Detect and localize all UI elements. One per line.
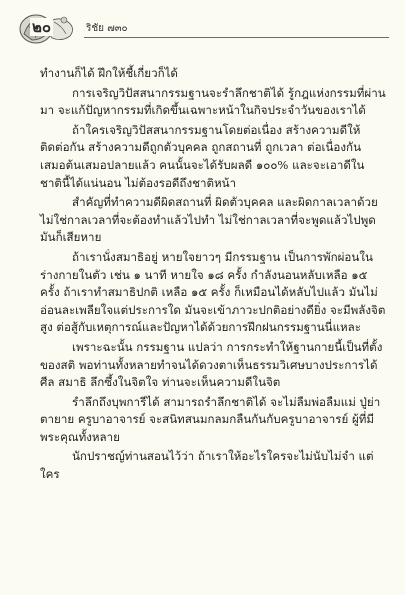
- running-title: ริชัย ๗๓๐: [86, 23, 128, 34]
- header-divider: [84, 37, 389, 38]
- page-header: [0, 0, 405, 52]
- page-number: ๒๐: [32, 18, 52, 36]
- paragraph: เพราะฉะนั้น กรรมฐาน แปลว่า การกระทำให้ฐานกายนี้เป็นที่ตั้งของสติ พอท่านทั้งหลายทำจนได้ดวงตาเห็นธรรมวิเศษบางประการได้ศีล สมาธิ ลึกซึ้งในจิตใจ ท่านจะเห็นความดีในจิต: [40, 339, 383, 390]
- paragraph: นักปราชญ์ท่านสอนไว้ว่า ถ้าเราให้อะไรใครจะไม่นับไม่จำ แต่ใคร: [40, 449, 374, 482]
- paragraph: ทำงานก็ได้ ฝึกให้ชี้เกี่ยวก็ได้: [40, 66, 178, 80]
- paragraph: การเจริญวิปัสสนากรรมฐานจะรำลึกชาติได้ รู้กฎแห่งกรรมที่ผ่านมา จะแก้ปัญหากรรมที่เกิดขึ้นเฉพาะหน้าในกิจประจำวันของเราได้: [40, 85, 386, 118]
- paragraph: รำลึกถึงบุพการีได้ สามารถรำลึกชาติได้ จะไม่ลืมพ่อลืมแม่ ปู่ย่าตายาย ครูบาอาจารย์ จะสนิทสนมกลมกลืนกันกับครูบาอาจารย์ ผู้ที่มีพระคุณทั้งหลาย: [40, 394, 381, 444]
- body-text: [40, 65, 386, 486]
- paragraph: ถ้าใครเจริญวิปัสสนากรรมฐานโดยต่อเนื่อง สร้างความดีให้ติดต่อกัน สร้างความดีถูกตัวบุคคล ถูกสถานที่ ถูกเวลา ต่อเนื่องกันเสมอต้นเสมอปลายแล้ว คนนั้นจะได้รับผลดี ๑๐๐% และจะเอาดีในชาตินี้ได้แน่นอน ไม่ต้องรอดีถึงชาติหน้า: [40, 122, 365, 190]
- paragraph: สำคัญที่ทำความดีผิดสถานที่ ผิดตัวบุคคล และผิดกาลเวลาด้วย ไม่ใช่กาลเวลาที่จะต้องทำแล้วไปทำ ไม่ใช่กาลเวลาที่จะพูดแล้วไปพูด มันก็เสียหาย: [40, 195, 378, 245]
- paragraph: ถ้าเรานั่งสมาธิอยู่ หายใจยาวๆ มีกรรมฐาน เป็นการพักผ่อนในร่างกายในตัว เช่น ๑ นาที หายใจ ๑๘ ครั้ง กำลังนอนหลับเหลือ ๑๕ ครั้ง ถ้าเราทำสมาธิปกติ เหลือ ๑๕ ครั้ง ก็เหมือนได้หลับไปแล้ว มันไม่อ่อนละเพลียใจแต่ประการใด มันจะเข้าภาวะปกติอย่างดียิ่ง จะมีพลังจิตสูง ต่อสู้กับเหตุการณ์และปัญหาได้ด้วยการฝึกฝนกรรมฐานนี่แหละ: [40, 249, 386, 335]
